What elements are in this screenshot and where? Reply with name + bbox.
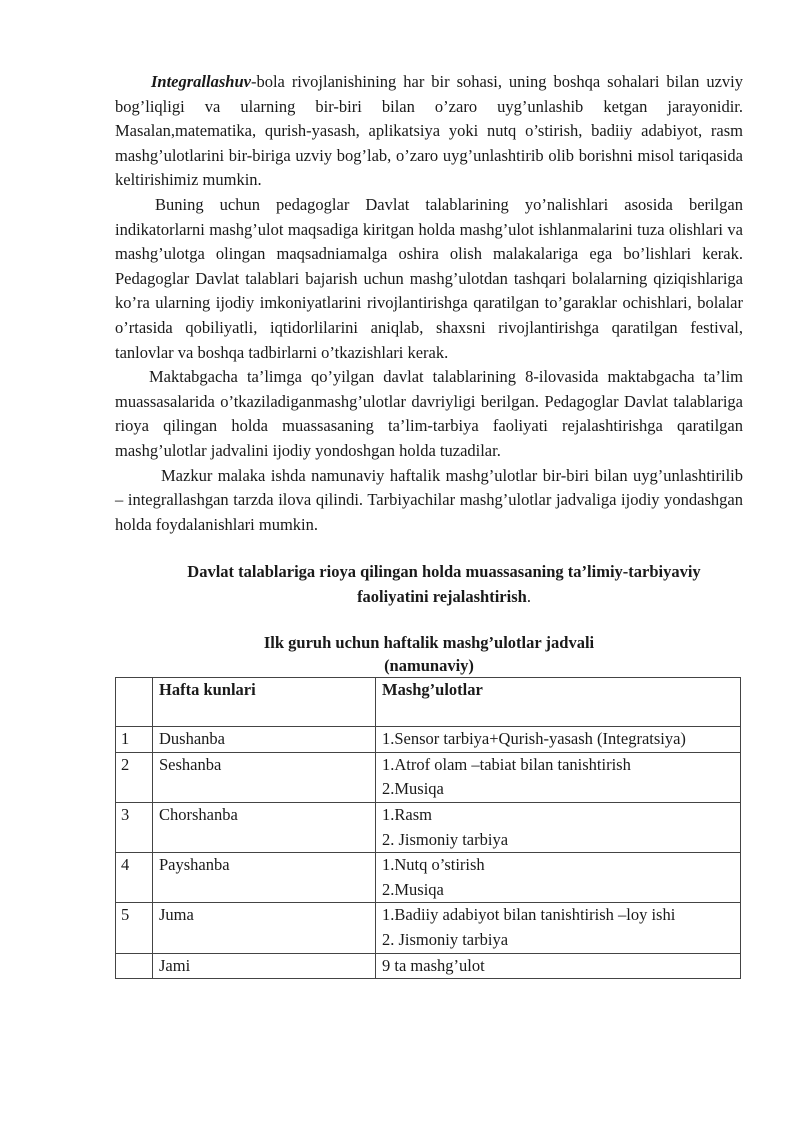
row-total-value (376, 953, 741, 979)
table-row (116, 752, 741, 802)
section-heading-line2 (145, 584, 743, 609)
lesson-item: 1.Rasm (382, 805, 432, 825)
row-number: 1 (116, 727, 153, 753)
table-title: Ilk guruh uchun haftalik mashg’ulotlar jadvali (263, 633, 595, 653)
lesson-item: 1.Atrof olam –tabiat bilan tanishtirish (382, 754, 631, 774)
table-row (116, 803, 741, 853)
paragraph-integration (115, 70, 743, 193)
row-day: Chorshanba (153, 803, 376, 853)
table-row (116, 903, 741, 953)
table-row (116, 853, 741, 903)
paragraph-appendix-note: Mazkur malaka ishda namunaviy haftalik mashg’ulotlar bir-biri bilan uyg’unlashtirilib – integrallashgan tarzda ilova qilindi. Tarbiyachilar mashg’ulotlar jadvaliga ijodiy yondashgan holda foydalanishlari mumkin. (115, 465, 743, 534)
row-day: Juma (153, 903, 376, 953)
row-day: Dushanba (153, 727, 376, 753)
paragraph-state-requirements: Maktabgacha ta’limga qo’yilgan davlat talablarining 8-ilovasida maktabgacha ta’lim muassasalarida o’tkaziladiganmashg’ulotlar davriyligi berilgan. Pedagoglar Davlat talablariga rioya qilingan holda muassasaning ta’lim-tarbiya faoliyati rejalashtirishga qaratilgan mashg’ulotlar jadvalini ijodiy yondoshgan holda tuzadilar. (115, 367, 743, 460)
row-number: 4 (116, 853, 153, 903)
table-row (116, 727, 741, 753)
table-subtitle: (namunaviy) (384, 656, 474, 676)
lesson-item: 2. Jismoniy tarbiya (382, 930, 509, 950)
row-number: 3 (116, 803, 153, 853)
row-lessons (376, 752, 741, 802)
section-heading (115, 559, 743, 609)
row-total-label: Jami (153, 953, 376, 979)
section-heading-line2-text: faoliyatini rejalashtirish (357, 587, 527, 607)
row-number: 5 (116, 903, 153, 953)
lesson-item: 2.Musiqa (382, 779, 444, 799)
row-number: 2 (116, 752, 153, 802)
table-total-row (116, 953, 741, 979)
header-lessons: Mashg’ulotlar (376, 678, 741, 727)
total-lessons: 9 ta mashg’ulot (382, 955, 485, 975)
row-lessons (376, 727, 741, 753)
row-day: Payshanba (153, 853, 376, 903)
header-number (116, 678, 153, 727)
lesson-item: 1.Nutq o’stirish (382, 855, 485, 875)
table-header-row (116, 678, 741, 727)
weekly-schedule-table (115, 677, 741, 979)
lesson-item: 2. Jismoniy tarbiya (382, 829, 509, 849)
lesson-item: 1.Sensor tarbiya+Qurish-yasash (Integratsiya) (382, 729, 686, 749)
term-integrallashuv: Integrallashuv (151, 72, 251, 91)
lesson-item: 1.Badiiy adabiyot bilan tanishtirish –loy ishi (382, 905, 676, 925)
section-heading-line1: Davlat talablariga rioya qilingan holda muassasaning ta’limiy-tarbiyaviy (187, 562, 701, 582)
lesson-item: 2.Musiqa (382, 879, 444, 899)
row-lessons (376, 853, 741, 903)
document-page (115, 70, 743, 979)
paragraph-pedagogues: Buning uchun pedagoglar Davlat talablarining yo’nalishlari asosida berilgan indikatorlarni mashg’ulot maqsadiga kiritgan holda mashg’ulot ishlanmalarini tuza olishlari va mashg’ulotga olingan maqsadniamalga oshira olish malakalariga ega bo’lishlari kerak. Pedagoglar Davlat talablari bajarish uchun mashg’ulotdan tashqari bolalarning qiziqishlariga ko’ra ularning ijodiy imkoniyatlarini rivojlantirishga qaratilgan to’garaklar ochishlari, bolalar o’rtasida qobiliyatli, iqtidorlilarini aniqlab, shaxsni rivojlantirishga qaratilgan festival, tanlovlar va boshqa tadbirlarni o’tkazishlari kerak. (115, 194, 743, 362)
section-heading-period: . (526, 587, 531, 607)
paragraph-integration-text: -bola rivojlanishining har bir sohasi, uning boshqa sohalari bilan uzviy bog’liqligi va ularning bir-biri bilan o’zaro uyg’unlashib ketgan jarayonidir. Masalan,matematika, qurish-yasash, aplikatsiya yoki nutq o’stirish, badiiy adabiyot, rasm mashg’ulotlarini bir-biriga uzviy bog’lab, o’zaro uyg’unlashtirib olib borishni misol tariqasida keltirishimiz mumkin. (115, 72, 743, 190)
row-number (116, 953, 153, 979)
row-lessons (376, 803, 741, 853)
row-lessons (376, 903, 741, 953)
header-weekdays: Hafta kunlari (153, 678, 376, 727)
row-day: Seshanba (153, 752, 376, 802)
